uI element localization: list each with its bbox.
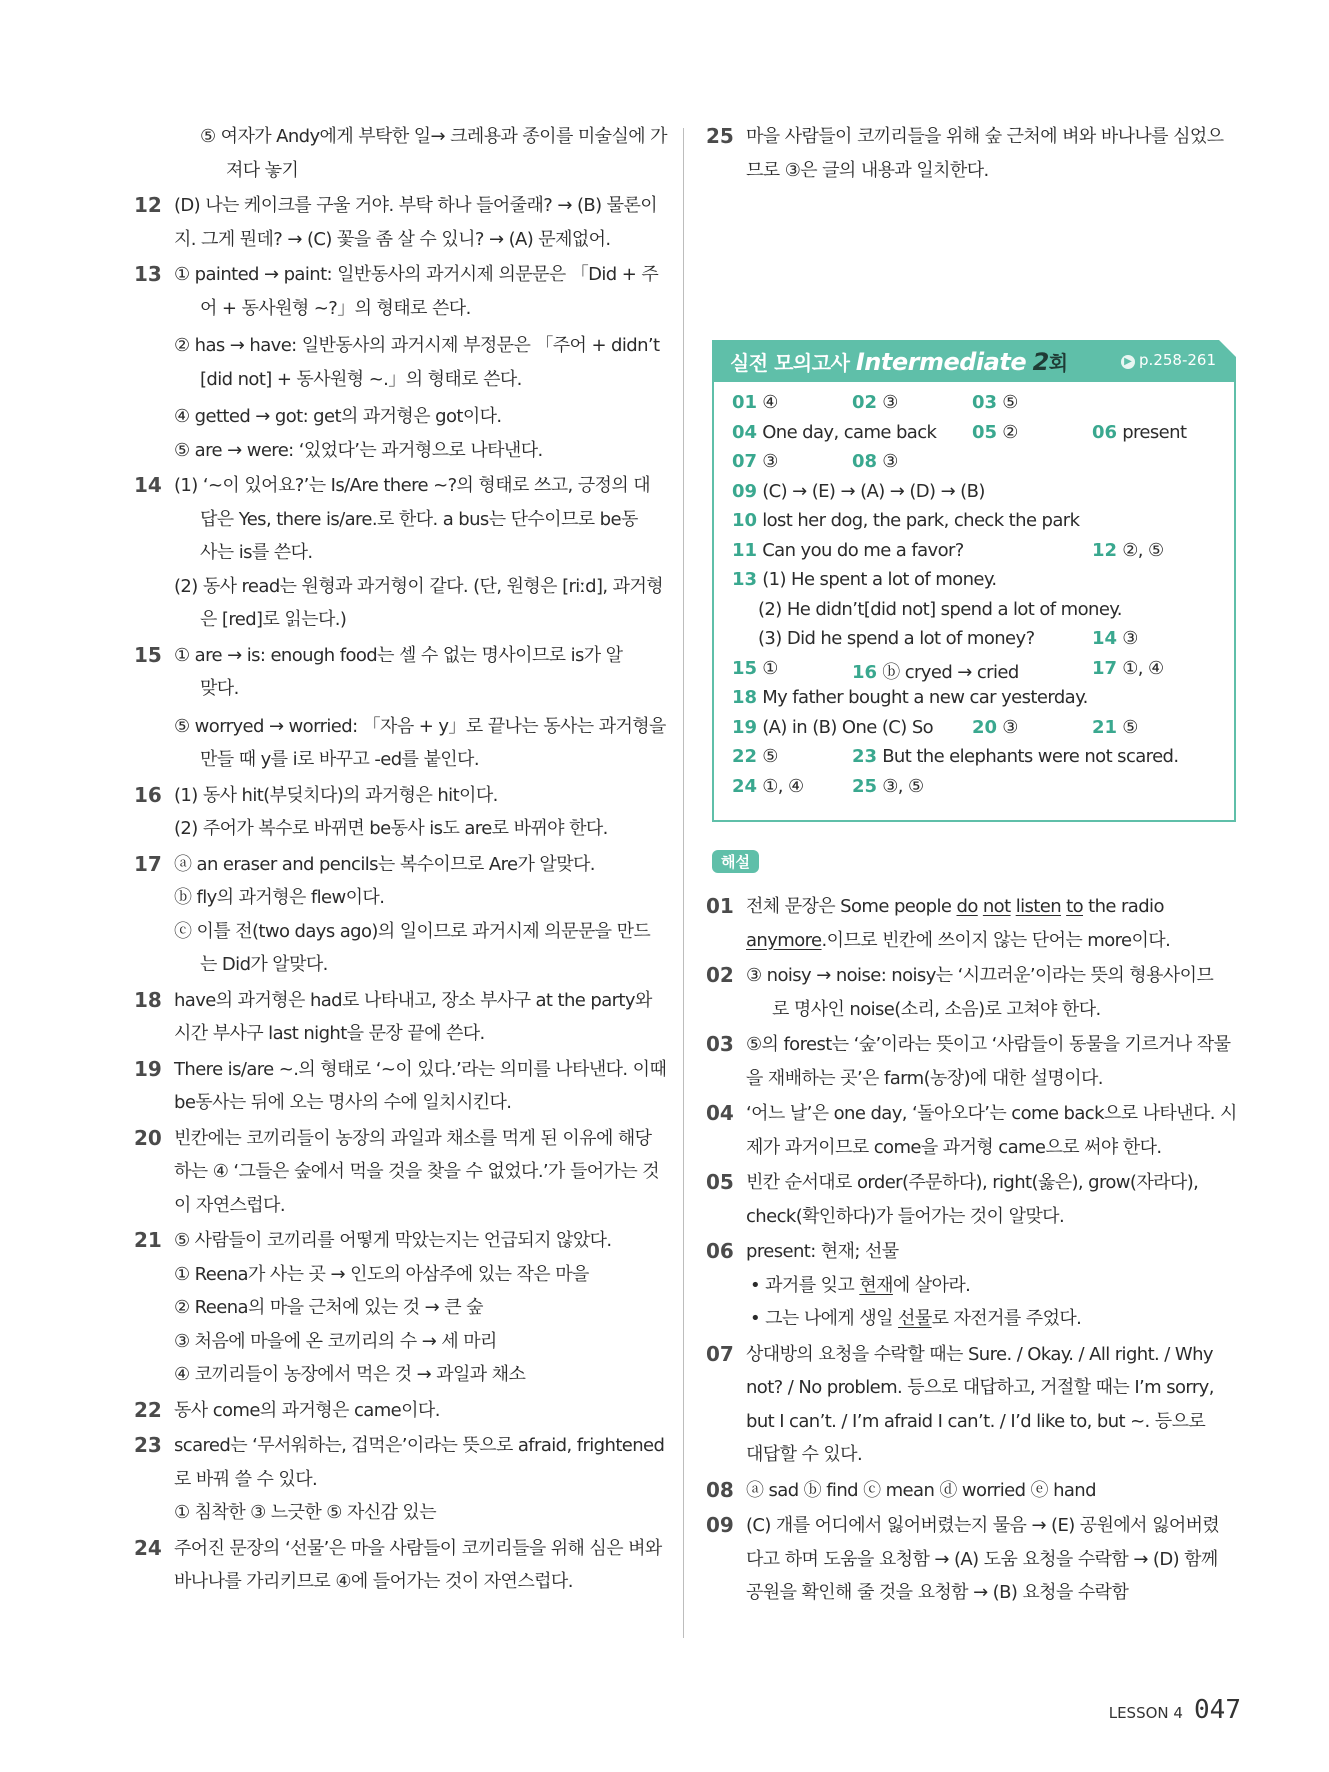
item-number: 18 bbox=[134, 987, 162, 1012]
answer-key-body bbox=[712, 382, 1236, 822]
item-number: 09 bbox=[706, 1513, 734, 1537]
explanation-16: 16 (1) 동사 hit(부딪치다)의 과거형은 hit이다. (2) 주어가 복수로 바뀌면 be동사 is도 are로 바뀌야 한다. bbox=[134, 779, 654, 846]
answer-row: 18 My father bought a new car yesterday. bbox=[732, 687, 1088, 708]
item-number: 06 bbox=[706, 1239, 734, 1263]
explanation-13: 13 ① painted → paint: 일반동사의 과거시제 의문문은 「Did + 주 어 + 동사원형 ~?」의 형태로 쓴다. ② has → have: 일반동사의 과거시제 부정문은 「주어 + didn’t [did not] + 동사원형 ~.」의 형태로 쓴다. ④ getted → got: get의 과거형은 got이다. ⑤ are → were: ‘있었다’는 과거형으로 나타낸다. bbox=[134, 258, 654, 467]
explanation-22: 22 동사 come의 과거형은 came이다. bbox=[134, 1394, 654, 1428]
arrow-right-icon: ▶ bbox=[1121, 355, 1135, 369]
item-number: 25 bbox=[706, 124, 734, 148]
answer-row: 22 ⑤ 23 But the elephants were not scared. bbox=[732, 746, 1179, 767]
explanation-19: 19 There is/are ~.의 형태로 ‘~이 있다.’라는 의미를 나타낸다. 이때 be동사는 뒤에 오는 명사의 수에 일치시킨다. bbox=[134, 1053, 654, 1120]
explanation-06: 06 present: 현재; 선물 • 과거를 잊고 현재에 살아라. • 그는 나에게 생일 선물로 자전거를 주었다. bbox=[706, 1235, 1238, 1336]
explanation-12: 12 (D) 나는 케이크를 구울 거야. 부탁 하나 들어줄래? → (B) 물론이 지. 그게 뭔데? → (C) 꽃을 좀 살 수 있니? → (A) 문제없어. bbox=[134, 189, 654, 256]
item-number: 05 bbox=[706, 1170, 734, 1194]
item-number: 01 bbox=[706, 894, 734, 918]
explanation-07: 07 상대방의 요청을 수락할 때는 Sure. / Okay. / All right. / Why not? / No problem. 등으로 대답하고, 거절할 때는 I’m sorry, but I can’t. / I’m afraid I can’t. / I’d like to, but ~. 등으로 대답할 수 있다. bbox=[706, 1338, 1238, 1472]
explanation-tag: 해설 bbox=[712, 850, 759, 873]
explanation-02: 02 ③ noisy → noise: noisy는 ‘시끄러운’이라는 뜻의 형용사이므 로 명사인 noise(소리, 소음)로 고쳐야 한다. bbox=[706, 959, 1238, 1026]
answer-row: 04 One day, came back 05 ② 06 present bbox=[732, 421, 1187, 443]
answer-row: 09 (C) → (E) → (A) → (D) → (B) bbox=[732, 480, 985, 502]
item-number: 03 bbox=[706, 1032, 734, 1056]
explanations-section bbox=[706, 890, 1238, 1612]
left-column bbox=[134, 120, 667, 1601]
answer-row: 15 ① 16 ⓑ cryed → cried 17 ①, ④ bbox=[732, 657, 1164, 683]
column-divider bbox=[683, 128, 684, 1638]
answer-row: 19 (A) in (B) One (C) So 20 ③ 21 ⑤ bbox=[732, 716, 1138, 738]
item-number: 21 bbox=[134, 1228, 162, 1252]
explanation-20: 20 빈칸에는 코끼리들이 농장의 과일과 채소를 먹게 된 이유에 해당 하는 ④ ‘그들은 숲에서 먹을 것을 찾을 수 없었다.’가 들어가는 것 이 자연스럽다. bbox=[134, 1122, 654, 1223]
explanation-01: 01 전체 문장은 Some people do not listen to the radio anymore.이므로 빈칸에 쓰이지 않는 단어는 more이다. bbox=[706, 890, 1238, 957]
page-reference: ▶ p.258-261 bbox=[1121, 351, 1216, 369]
explanation-17: 17 ⓐ an eraser and pencils는 복수이므로 Are가 알맞다. ⓑ fly의 과거형은 flew이다. ⓒ 이틀 전(two days ago)의 일이므로 과거시제 의문문을 만드 는 Did가 알맞다. bbox=[134, 848, 654, 982]
item-number: 04 bbox=[706, 1101, 734, 1125]
answer-row: (2) He didn’t[did not] spend a lot of money. bbox=[758, 598, 1122, 620]
page-footer bbox=[1109, 1695, 1241, 1725]
item-number: 02 bbox=[706, 963, 734, 987]
explanation-04: 04 ‘어느 날’은 one day, ‘돌아오다’는 come back으로 나타낸다. 시 제가 과거이므로 come을 과거형 came으로 써야 한다. bbox=[706, 1097, 1238, 1164]
explanation-21: 21 ⑤ 사람들이 코끼리를 어떻게 막았는지는 언급되지 않았다. ① Reena가 사는 곳 → 인도의 아삼주에 있는 작은 마을 ② Reena의 마을 근처에 있는 것 → 큰 숲 ③ 처음에 마을에 온 코끼리의 수 → 세 마리 ④ 코끼리들이 농장에서 먹은 것 → 과일과 채소 bbox=[134, 1224, 654, 1392]
item-number: 17 bbox=[134, 851, 162, 876]
explanation-09: 09 (C) 개를 어디에서 잃어버렸는지 물음 → (E) 공원에서 잃어버렸 다고 하며 도움을 요청함 → (A) 도움 요청을 수락함 → (D) 함께 공원을 확인해 줄 것을 요청함 → (B) 요청을 수락함 bbox=[706, 1509, 1238, 1610]
right-column bbox=[706, 120, 1238, 189]
explanation-25: 25 마을 사람들이 코끼리들을 위해 숲 근처에 벼와 바나나를 심었으 므로 ③은 글의 내용과 일치한다. bbox=[706, 120, 1238, 187]
explanation-23: 23 scared는 ‘무서워하는, 겁먹은’이라는 뜻으로 afraid, frightened 로 바꿔 쓸 수 있다. ① 침착한 ③ 느긋한 ⑤ 자신감 있는 bbox=[134, 1429, 654, 1530]
item-number: 23 bbox=[134, 1433, 162, 1457]
page-number: 047 bbox=[1194, 1695, 1241, 1725]
explanation-14: 14 (1) ‘~이 있어요?’는 Is/Are there ~?의 형태로 쓰고, 긍정의 대 답은 Yes, there is/are.로 한다. a bus는 단수이므로 be동 사는 is를 쓴다. (2) 동사 read는 원형과 과거형이 같다. (단, 원형은 [riːd], 과거형 은 [red]로 읽는다.) bbox=[134, 469, 654, 637]
explanation-03: 03 ⑤의 forest는 ‘숲’이라는 뜻이고 ‘사람들이 동물을 기르거나 작물 을 재배하는 곳’은 farm(농장)에 대한 설명이다. bbox=[706, 1028, 1238, 1095]
item-number: 19 bbox=[134, 1056, 162, 1081]
item-number: 14 bbox=[134, 473, 162, 497]
explanation-18: 18 have의 과거형은 had로 나타내고, 장소 부사구 at the party와 시간 부사구 last night을 문장 끝에 쓴다. bbox=[134, 984, 654, 1051]
item-number: 20 bbox=[134, 1125, 162, 1150]
answer-key-box bbox=[712, 340, 1236, 822]
item-number: 13 bbox=[134, 262, 162, 286]
answer-row: 11 Can you do me a favor? 12 ②, ⑤ bbox=[732, 539, 1164, 561]
answer-key-header bbox=[712, 340, 1236, 382]
item-number: 08 bbox=[706, 1477, 734, 1502]
explanation-24: 24 주어진 문장의 ‘선물’은 마을 사람들이 코끼리들을 위해 심은 벼와 바나나를 가리키므로 ④에 들어가는 것이 자연스럽다. bbox=[134, 1532, 654, 1599]
item-number: 24 bbox=[134, 1535, 162, 1560]
explanation-05: 05 빈칸 순서대로 order(주문하다), right(옳은), grow(자라다), check(확인하다)가 들어가는 것이 알맞다. bbox=[706, 1166, 1238, 1233]
lesson-label: LESSON 4 bbox=[1108, 1704, 1183, 1722]
answer-row: 07 ③ 08 ③ bbox=[732, 451, 898, 472]
item-number: 07 bbox=[706, 1341, 734, 1366]
item-number: 12 bbox=[134, 193, 162, 217]
answer-row: 10 lost her dog, the park, check the park bbox=[732, 510, 1080, 531]
explanation-15: 15 ① are → is: enough food는 셀 수 없는 명사이므로 is가 알 맞다. ⑤ worryed → worried: 「자음 + y」로 끝나는 동사는 과거형을 만들 때 y를 i로 바꾸고 -ed를 붙인다. bbox=[134, 639, 654, 777]
answer-row: (3) Did he spend a lot of money? 14 ③ bbox=[758, 628, 1138, 649]
intro-item: ⑤ 여자가 Andy에게 부탁한 일→ 크레용과 종이를 미술실에 가 져다 놓기 bbox=[200, 126, 667, 181]
answer-key-title: 실전 모의고사 Intermediate 2회 bbox=[730, 348, 1068, 376]
item-number: 16 bbox=[134, 782, 162, 807]
answer-row: 24 ①, ④ 25 ③, ⑤ bbox=[732, 775, 924, 797]
item-number: 15 bbox=[134, 642, 162, 667]
answer-row: 13 (1) He spent a lot of money. bbox=[732, 569, 997, 590]
explanation-08: 08 ⓐ sad ⓑ find ⓒ mean ⓓ worried ⓔ hand bbox=[706, 1474, 1238, 1508]
item-number: 22 bbox=[134, 1397, 162, 1422]
answer-row: 01 ④ 02 ③ 03 ⑤ bbox=[732, 392, 1018, 413]
